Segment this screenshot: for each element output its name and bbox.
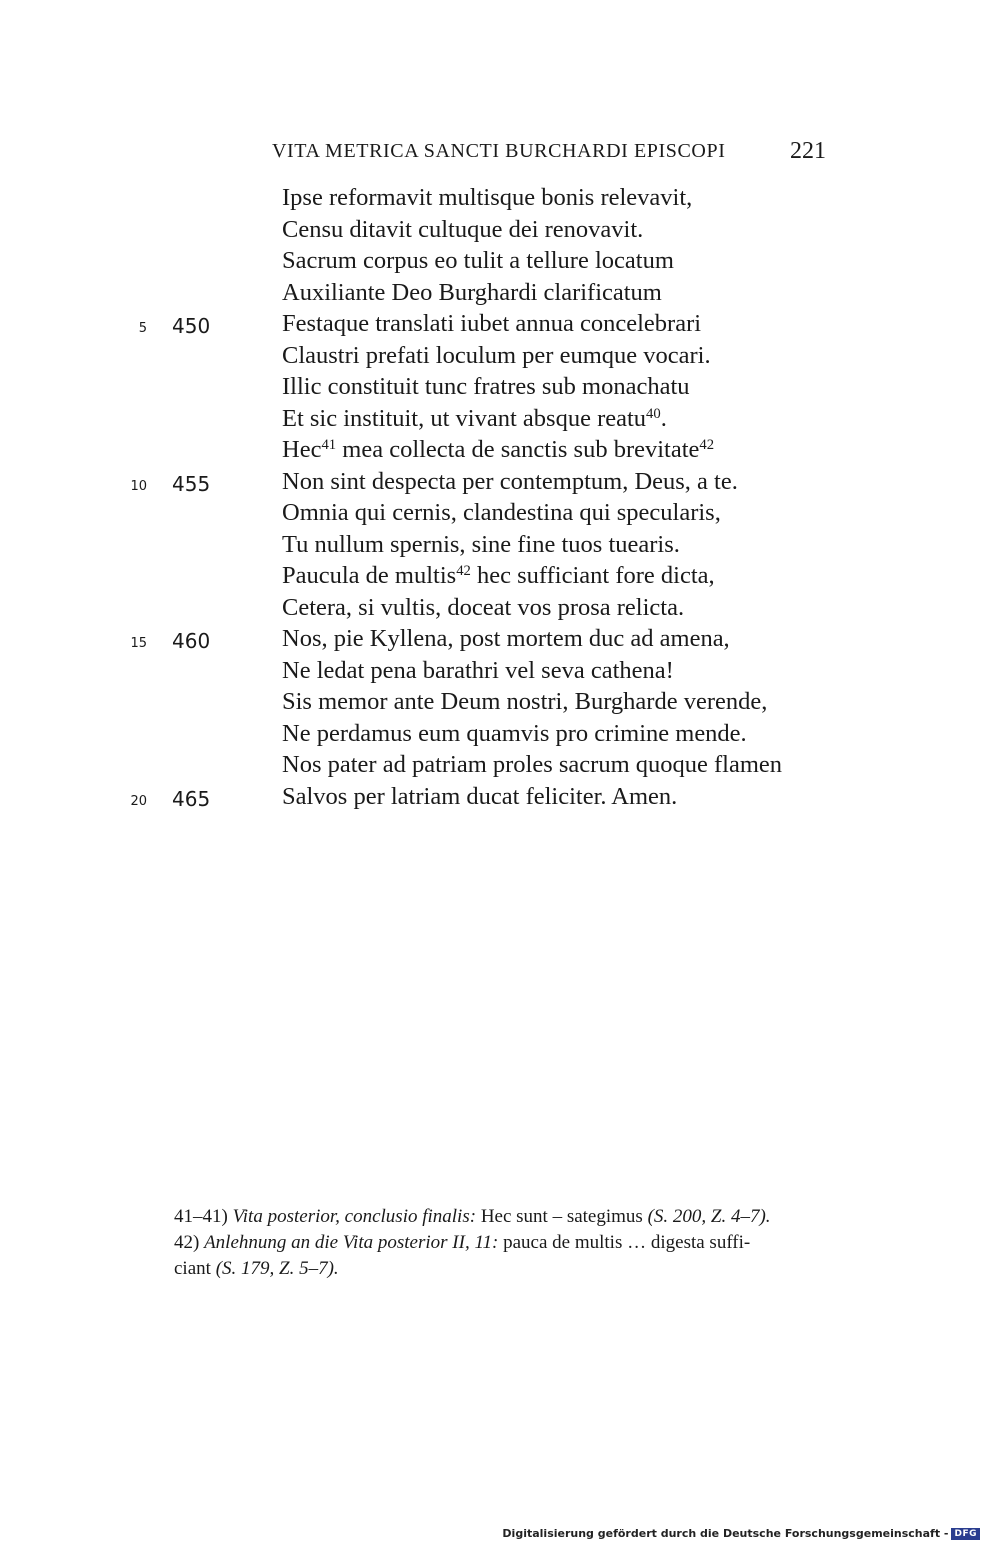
footnote-ref: 41–41) bbox=[174, 1206, 228, 1227]
verse-line bbox=[0, 468, 1000, 500]
funding-banner bbox=[502, 1527, 980, 1540]
verse-line bbox=[0, 688, 1000, 720]
verse-line bbox=[0, 594, 1000, 626]
footnote-source: Vita posterior, conclusio finalis: bbox=[232, 1206, 477, 1227]
verse-text: Ne ledat pena barathri vel seva cathena! bbox=[282, 656, 674, 684]
verse-text: Festaque translati iubet annua concelebrari bbox=[282, 310, 702, 337]
footnote-ref: 42) bbox=[174, 1232, 200, 1253]
verse-text: Censu ditavit cultuque dei renovavit. bbox=[282, 215, 644, 243]
footnote-marker: 42 bbox=[699, 436, 715, 453]
poem bbox=[0, 184, 1000, 814]
verse-line bbox=[0, 342, 1000, 374]
verse-line bbox=[0, 751, 1000, 783]
verse-text: Auxiliante Deo Burghardi clarificatum bbox=[282, 278, 662, 306]
verse-text: Cetera, si vultis, doceat vos prosa relicta. bbox=[282, 593, 685, 621]
verse-text: Nos, pie Kyllena, post mortem duc ad amena, bbox=[282, 625, 730, 652]
verse-text: Ne perdamus eum quamvis pro crimine mende. bbox=[282, 719, 747, 747]
verse-text: Sis memor ante Deum nostri, Burgharde verende, bbox=[282, 688, 768, 715]
verse-line bbox=[0, 405, 1000, 437]
verse-text: Claustri prefati loculum per eumque vocari. bbox=[282, 341, 711, 369]
page-number: 221 bbox=[790, 138, 826, 164]
footnote-location: (S. 200, Z. 4–7). bbox=[647, 1206, 771, 1227]
verse-line bbox=[0, 310, 1000, 342]
verse-text: Nos pater ad patriam proles sacrum quoque flamen bbox=[282, 751, 783, 778]
verse-line bbox=[0, 436, 1000, 468]
verse-number: 465 bbox=[172, 786, 211, 811]
footnotes bbox=[174, 1204, 834, 1282]
footnote-quote: Hec sunt – sategimus bbox=[480, 1206, 643, 1227]
verse-text: Omnia qui cernis, clandestina qui specularis, bbox=[282, 499, 721, 526]
verse-text: Non sint despecta per contemptum, Deus, a te. bbox=[282, 467, 738, 495]
verse-line bbox=[0, 184, 1000, 216]
verse-text: Illic constituit tunc fratres sub monachatu bbox=[282, 373, 690, 400]
verse-line bbox=[0, 216, 1000, 248]
verse-line bbox=[0, 783, 1000, 815]
verse-line bbox=[0, 373, 1000, 405]
verse-line bbox=[0, 657, 1000, 689]
footnote-quote: pauca de multis … digesta suffi- bbox=[503, 1232, 751, 1253]
verse-text: Salvos per latriam ducat feliciter. Amen. bbox=[282, 782, 678, 810]
verse-text: Sacrum corpus eo tulit a tellure locatum bbox=[282, 247, 674, 274]
verse-line bbox=[0, 625, 1000, 657]
verse-text: Et sic instituit, ut vivant absque reatu$^{40}$. bbox=[282, 404, 667, 432]
dfg-logo: DFG bbox=[951, 1528, 980, 1540]
verse-number: 460 bbox=[172, 629, 211, 653]
verse-number: 455 bbox=[172, 471, 211, 496]
footnote-marker: 42 bbox=[456, 562, 471, 579]
line-ref: 5 bbox=[138, 321, 147, 336]
verse-line bbox=[0, 499, 1000, 531]
running-title: VITA METRICA SANCTI BURCHARDI EPISCOPI bbox=[272, 140, 726, 162]
footnote-marker: 41 bbox=[321, 436, 337, 453]
footnote-quote-continued: ciant bbox=[174, 1258, 211, 1279]
line-ref: 20 bbox=[130, 793, 147, 809]
running-header bbox=[0, 138, 1000, 170]
verse-line bbox=[0, 531, 1000, 563]
line-ref: 15 bbox=[130, 636, 147, 651]
verse-text: Hec$^{41}$ mea collecta de sanctis sub brevitate$^{42}$ bbox=[282, 436, 715, 463]
verse-text: Ipse reformavit multisque bonis relevavit, bbox=[282, 184, 693, 211]
line-ref: 10 bbox=[130, 478, 147, 494]
verse-text: Paucula de multis$^{42}$ hec sufficiant fore dicta, bbox=[282, 562, 715, 589]
footnote-source: Anlehnung an die Vita posterior II, 11: bbox=[204, 1232, 499, 1253]
verse-text: Tu nullum spernis, sine fine tuos tuearis. bbox=[282, 530, 680, 558]
footnote-marker: 40 bbox=[646, 405, 661, 422]
verse-line bbox=[0, 720, 1000, 752]
verse-line bbox=[0, 562, 1000, 594]
verse-number: 450 bbox=[172, 314, 211, 338]
verse-line bbox=[0, 247, 1000, 279]
footnote-location: (S. 179, Z. 5–7). bbox=[215, 1258, 339, 1279]
footnote bbox=[174, 1204, 834, 1230]
verse-line bbox=[0, 279, 1000, 311]
footnote bbox=[174, 1230, 834, 1282]
funding-text: Digitalisierung gefördert durch die Deutsche Forschungsgemeinschaft - bbox=[502, 1527, 949, 1540]
